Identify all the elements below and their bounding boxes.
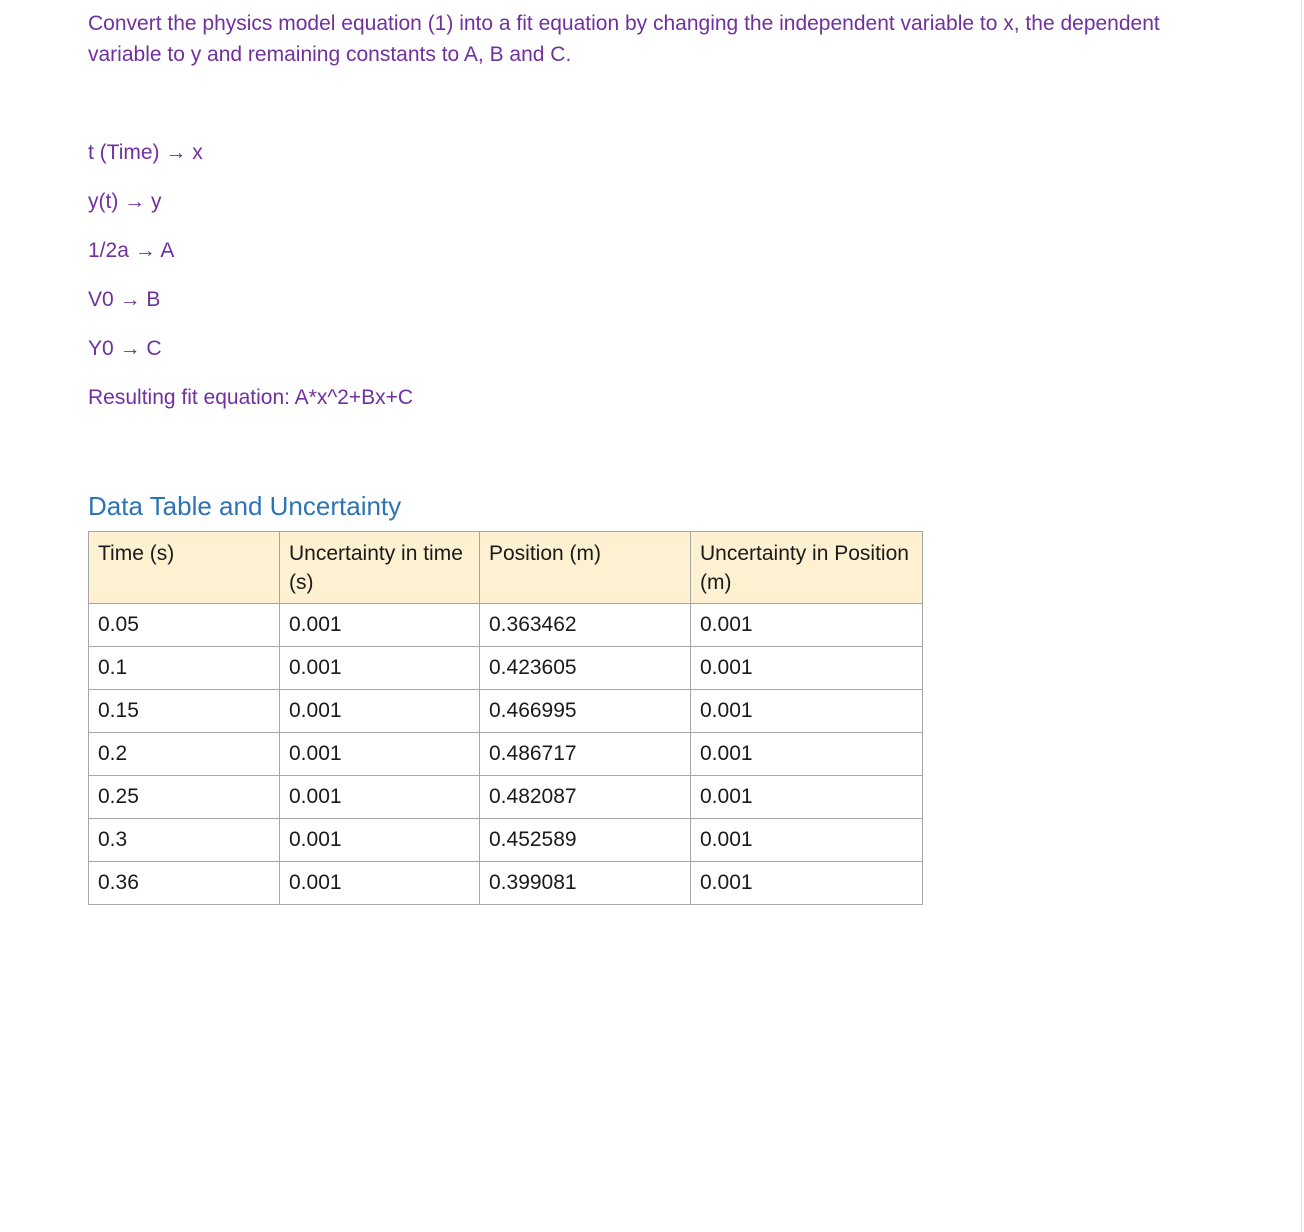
- cell-position-uncertainty: 0.001: [691, 647, 923, 690]
- table-row: [89, 604, 923, 647]
- mapping-v0-to-B: V0 → B: [88, 288, 161, 311]
- cell-time: 0.1: [89, 647, 280, 690]
- column-header-time-uncertainty: Uncertainty in time (s): [280, 532, 480, 604]
- cell-position-uncertainty: 0.001: [691, 862, 923, 905]
- cell-position: 0.452589: [480, 819, 691, 862]
- cell-position-uncertainty: 0.001: [691, 819, 923, 862]
- table-row: [89, 647, 923, 690]
- section-heading: Data Table and Uncertainty: [88, 491, 402, 521]
- cell-time-uncertainty: 0.001: [280, 733, 480, 776]
- table-row: [89, 862, 923, 905]
- cell-time-uncertainty: 0.001: [280, 604, 480, 647]
- cell-time-uncertainty: 0.001: [280, 776, 480, 819]
- cell-time: 0.2: [89, 733, 280, 776]
- resulting-fit-equation: Resulting fit equation: A*x^2+Bx+C: [88, 386, 414, 409]
- cell-position: 0.423605: [480, 647, 691, 690]
- cell-position: 0.482087: [480, 776, 691, 819]
- cell-position-uncertainty: 0.001: [691, 733, 923, 776]
- cell-time: 0.25: [89, 776, 280, 819]
- cell-time: 0.36: [89, 862, 280, 905]
- column-header-time: Time (s): [89, 532, 280, 604]
- cell-time: 0.05: [89, 604, 280, 647]
- mapping-half-a-to-A: 1/2a → A: [88, 239, 175, 262]
- document-content: [88, 8, 1208, 905]
- cell-time: 0.3: [89, 819, 280, 862]
- cell-time-uncertainty: 0.001: [280, 690, 480, 733]
- cell-time-uncertainty: 0.001: [280, 647, 480, 690]
- cell-position: 0.363462: [480, 604, 691, 647]
- table-row: [89, 690, 923, 733]
- mapping-time-to-x: t (Time) → x: [88, 141, 203, 164]
- cell-time-uncertainty: 0.001: [280, 862, 480, 905]
- cell-position-uncertainty: 0.001: [691, 690, 923, 733]
- cell-time: 0.15: [89, 690, 280, 733]
- data-table: [88, 531, 923, 905]
- cell-time-uncertainty: 0.001: [280, 819, 480, 862]
- column-header-position: Position (m): [480, 532, 691, 604]
- cell-position-uncertainty: 0.001: [691, 604, 923, 647]
- table-header-row: [89, 532, 923, 604]
- cell-position: 0.466995: [480, 690, 691, 733]
- table-row: [89, 733, 923, 776]
- cell-position: 0.486717: [480, 733, 691, 776]
- mapping-yt-to-y: y(t) → y: [88, 190, 162, 213]
- table-row: [89, 819, 923, 862]
- cell-position-uncertainty: 0.001: [691, 776, 923, 819]
- instruction-paragraph: Convert the physics model equation (1) into a fit equation by changing the independent variable to x, the dependent variable to y and remaining constants to A, B and C.: [88, 12, 1160, 66]
- variable-mapping-list: [88, 138, 1208, 383]
- mapping-y0-to-C: Y0 → C: [88, 337, 162, 360]
- cell-position: 0.399081: [480, 862, 691, 905]
- table-row: [89, 776, 923, 819]
- column-header-position-uncertainty: Uncertainty in Position (m): [691, 532, 923, 604]
